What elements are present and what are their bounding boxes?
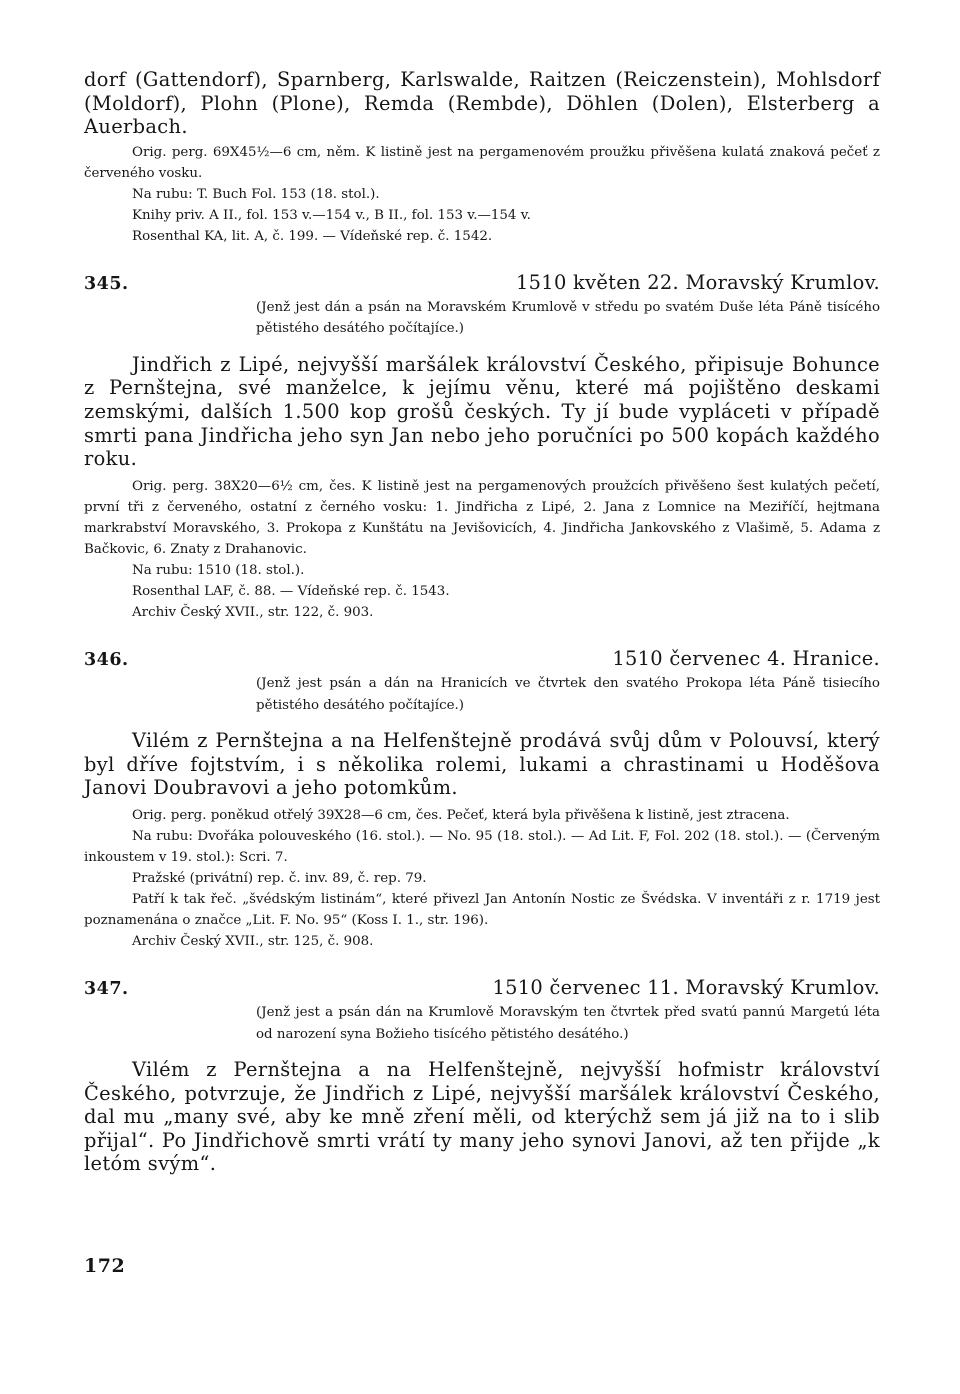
entry-dating: (Jenž jest psán a dán na Hranicích ve čtvrtek den svatého Prokopa léta Páně tisiecího pětistého desátého počítajíce.) — [256, 676, 880, 713]
entry-note-rubu: Na rubu: Dvořáka polouveského (16. stol.). — No. 95 (18. stol.). — Ad Lit. F, Fol. 202 (18. stol.). — (Červeným inkoustem v 19. stol.): Scri. 7. — [84, 828, 880, 865]
entry-number: 345. — [84, 274, 129, 295]
entry-note-orig: Orig. perg. 38X20—6½ cm, čes. K listině jest na pergamenových proužcích přivěšeno šest kulatých pečetí, první tři z červeného, ostatní z černého vosku: 1. Jindřicha z Lipé, 2. Jana z Lomnice na Meziříčí, hejtmana markrabství Moravského, 3. Prokopa z Kunštátu na Jevišovicích, 4. Jindřicha Jankovského z Vlašimě, 5. Adama z Bačkovic, 6. Znaty z Drahanovic. — [84, 478, 880, 558]
entry-note-archiv: Archiv Český XVII., str. 122, č. 903. — [132, 605, 374, 621]
page-number: 172 — [84, 1255, 126, 1277]
entry-regest: Vilém z Pernštejna a na Helfenštejně, nejvyšší hofmistr království Českého, potvrzuje, že Jindřich z Lipé, nejvyšší maršálek království Českého, dal mu „many své, aby ke mně zření měli, od kterýchž sem já již na to i slib přijal“. Po Jindřichově smrti vrátí ty many jeho synovi Janovi, až ten přijde „k letóm svým“. — [84, 1058, 880, 1176]
intro-block — [84, 68, 880, 247]
entry-note-patri: Patří k tak řeč. „švédským listinám“, které přivezl Jan Antonín Nostic ze Švédska. V inventáři z r. 1719 jest poznamenána o značce „Lit. F. No. 95“ (Koss I. 1., str. 196). — [84, 892, 880, 929]
entry-header — [84, 271, 880, 296]
intro-note-knihy: Knihy priv. A II., fol. 153 v.—154 v., B II., fol. 153 v.—154 v. — [132, 208, 531, 224]
entry-number: 346. — [84, 650, 129, 671]
intro-note-orig: Orig. perg. 69X45½—6 cm, něm. K listině jest na pergamenovém proužku přivěšena kulatá znaková pečeť z červeného vosku. — [84, 144, 880, 181]
entry-346 — [84, 647, 880, 952]
entry-regest: Vilém z Pernštejna a na Helfenštejně prodává svůj dům v Polouvsí, který byl dříve fojtstvím, i s několika rolemi, lukami a chrastinami u Hoděšova Janovi Doubravovi a jeho potomkům. — [84, 729, 880, 800]
intro-note-rubu: Na rubu: T. Buch Fol. 153 (18. stol.). — [132, 186, 380, 202]
page — [84, 68, 880, 1176]
entry-note-rubu: Na rubu: 1510 (18. stol.). — [132, 563, 305, 579]
entry-note-orig: Orig. perg. poněkud otřelý 39X28—6 cm, čes. Pečeť, která byla přivěšena k listině, jest ztracena. — [132, 807, 790, 823]
entry-regest: Jindřich z Lipé, nejvyšší maršálek království Českého, připisuje Bohunce z Pernštejna, své manželce, k jejímu věnu, které má pojištěno deskami zemskými, dalších 1.500 kop grošů českých. Ty jí bude vypláceti v případě smrti pana Jindřicha jeho syn Jan nebo jeho poručníci po 500 kopách každého roku. — [84, 352, 880, 471]
intro-text: dorf (Gattendorf), Sparnberg, Karlswalde, Raitzen (Reiczenstein), Mohlsdorf (Moldorf), Plohn (Plone), Remda (Rembde), Döhlen (Dolen), Elsterberg a Auerbach. — [84, 68, 880, 139]
entry-note-prazske: Pražské (privátní) rep. č. inv. 89, č. rep. 79. — [132, 871, 427, 887]
entry-345 — [84, 271, 880, 623]
entry-date: 1510 červenec 11. Moravský Krumlov. — [492, 976, 880, 1000]
entry-number: 347. — [84, 979, 129, 1000]
entry-header — [84, 647, 880, 672]
entry-dating: (Jenž jest a psán dán na Krumlově Moravským ten čtvrtek před svatú pannú Margetú léta od narození syna Božieho tisícého pětistého desátého.) — [256, 1005, 880, 1042]
entry-347 — [84, 976, 880, 1176]
entry-date: 1510 květen 22. Moravský Krumlov. — [516, 271, 880, 295]
entry-note-archiv: Archiv Český XVII., str. 125, č. 908. — [132, 934, 374, 950]
entry-dating: (Jenž jest dán a psán na Moravském Krumlově v středu po svatém Duše léta Páně tisícého pětistého desátého počítajíce.) — [256, 300, 880, 337]
entry-date: 1510 červenec 4. Hranice. — [612, 647, 880, 671]
entry-note-rosenthal: Rosenthal LAF, č. 88. — Vídeňské rep. č. 1543. — [132, 584, 450, 600]
entry-header — [84, 976, 880, 1001]
intro-note-rosenthal: Rosenthal KA, lit. A, č. 199. — Vídeňské rep. č. 1542. — [132, 229, 493, 245]
